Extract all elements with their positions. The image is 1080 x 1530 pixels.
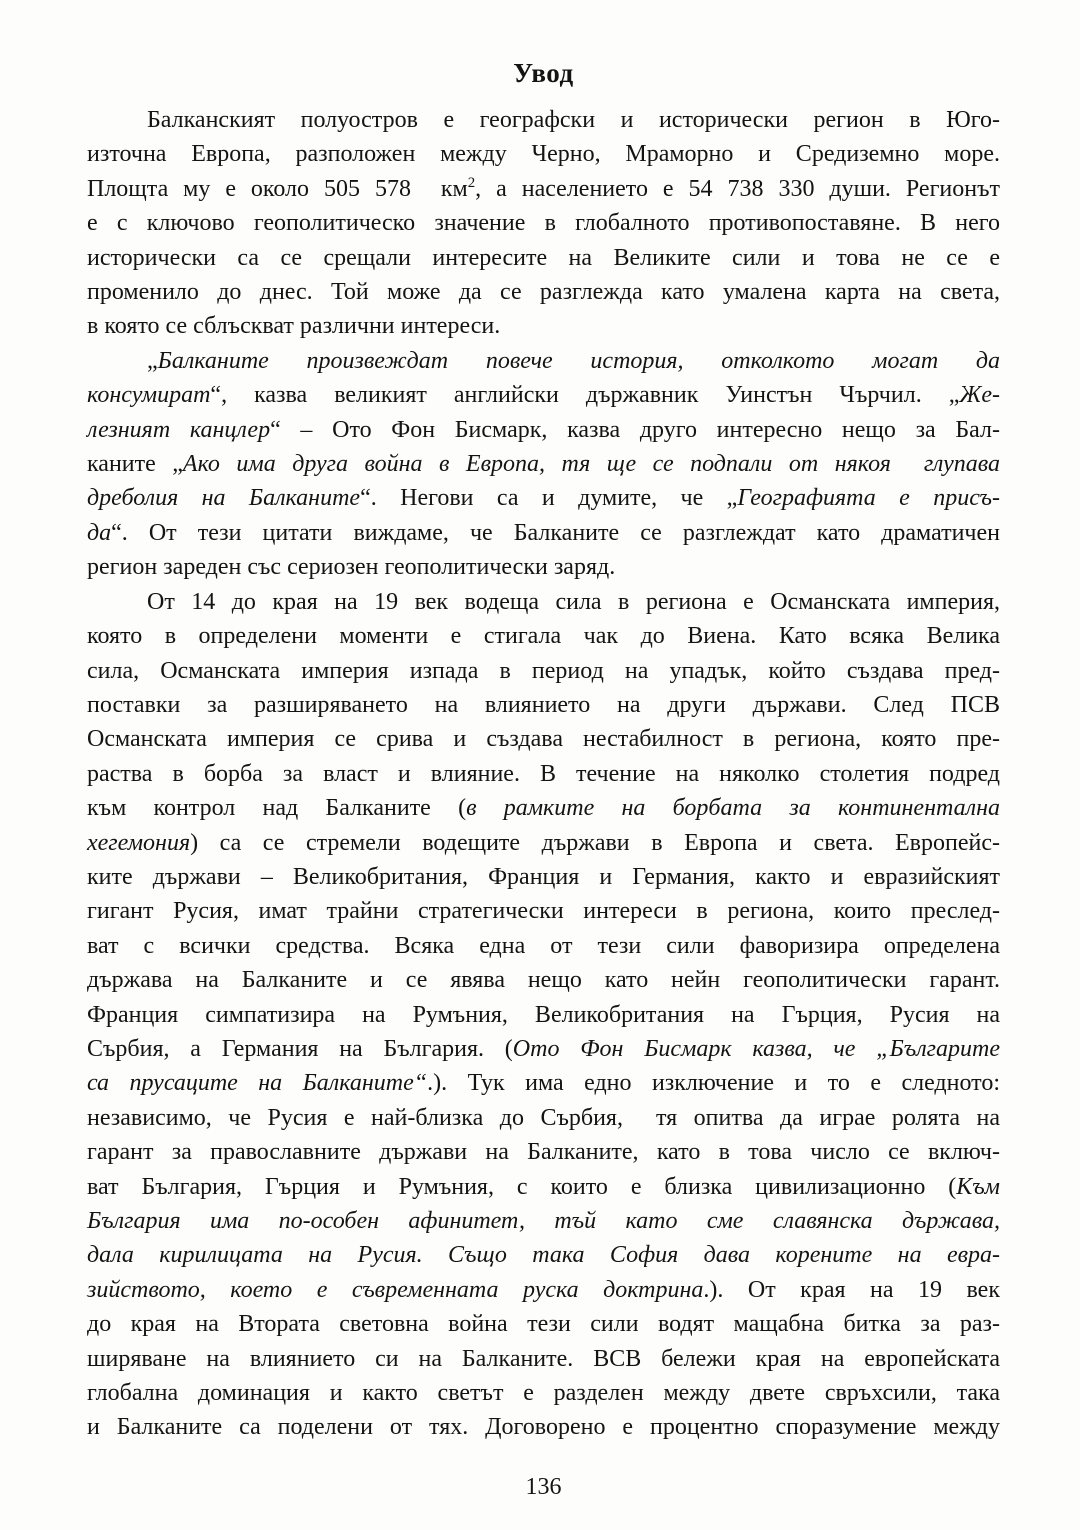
text-line <box>87 103 1000 137</box>
text-line <box>87 1204 1000 1238</box>
text-line <box>87 894 1000 928</box>
text-segment: променило до днес. Той може да се разглежда като умалена карта на света, <box>87 279 1000 306</box>
text-line <box>87 929 1000 963</box>
text-segment: ) са се стремели водещите държави в Европа и света. Европейс- <box>190 829 1000 856</box>
text-line <box>87 344 1000 378</box>
text-line <box>87 791 1000 825</box>
text-line <box>87 619 1000 653</box>
text-line <box>87 1307 1000 1341</box>
text-segment: ките държави – Великобритания, Франция и Германия, както и евразийският <box>87 863 1000 890</box>
text-segment: до края на Втората световна война тези сили водят мащабна битка за раз- <box>87 1311 1000 1338</box>
text-line <box>87 1170 1000 1204</box>
text-segment: дреболия на Балканите <box>87 485 361 512</box>
text-segment: България има по-особен афинитет, тъй като сме славянска държава, <box>87 1208 1000 1234</box>
text-segment: регион зареден със сериозен геополитически заряд. <box>87 554 616 581</box>
text-segment: “. Негови са и думите, че „ <box>360 485 738 512</box>
text-segment: дала кирилицата на Русия. Също така София дава корените на евра- <box>87 1242 1000 1269</box>
text-segment: Балканите произвеждат повече история, отколкото могат да <box>157 347 1000 374</box>
text-segment: Же- <box>959 382 1000 409</box>
text-line <box>87 1376 1000 1410</box>
text-line <box>87 826 1000 860</box>
page-number: 136 <box>525 1473 562 1500</box>
text-line <box>87 206 1000 240</box>
text-line <box>87 1135 1000 1169</box>
text-line <box>87 137 1000 171</box>
text-segment: Ако има друга война в Европа, тя ще се подпали от някоя глупава <box>182 451 1000 478</box>
text-segment: ширяване на влиянието си на Балканите. ВСВ бележи края на европейската <box>87 1345 1000 1372</box>
text-line <box>87 378 1000 412</box>
text-segment: която в определени моменти е стигала чак до Виена. Като всяка Велика <box>87 623 1000 650</box>
text-segment: държава на Балканите и се явява нещо като нейн геополитически гарант. <box>87 967 1000 994</box>
text-line <box>87 1342 1000 1376</box>
text-segment: поставки за разширяването на влиянието на други държави. След ПСВ <box>87 691 1000 718</box>
text-segment: гигант Русия, имат трайни стратегически интереси в региона, които преслед- <box>87 898 1000 925</box>
text-segment: хегемония <box>87 829 191 856</box>
text-segment: , а населението е 54 738 330 души. Регионът <box>475 175 1001 202</box>
text-segment: зийството, което е съвременната руска доктрина <box>87 1276 704 1303</box>
text-segment: Балканският полуостров е географски и исторически регион в Юго- <box>147 107 1000 133</box>
text-segment: Географията е присъ- <box>737 485 1000 512</box>
text-segment: независимо, че Русия е най-близка до Сърбия, тя опитва да играе ролята на <box>87 1104 1000 1131</box>
text-line <box>87 722 1000 756</box>
text-segment: исторически са се срещали интересите на Великите сили и това не се е <box>87 244 1000 271</box>
text-segment: Османската империя се срива и създава нестабилност в региона, която пре- <box>87 726 1000 753</box>
text-segment: и Балканите са поделени от тях. Договорено е процентно споразумение между <box>87 1414 1000 1441</box>
text-segment: Към <box>956 1173 1000 1200</box>
text-segment: в която се сблъскват различни интереси. <box>87 313 501 340</box>
text-line <box>87 447 1000 481</box>
text-line <box>87 275 1000 309</box>
text-segment: ват България, Гърция и Румъния, с които е близка цивилизационно ( <box>87 1173 957 1200</box>
text-segment: Сърбия, а Германия на България. ( <box>87 1035 513 1062</box>
text-segment: ват с всички средства. Всяка една от тези сили фаворизира определена <box>87 932 1000 959</box>
text-line <box>87 516 1000 550</box>
text-line <box>87 1032 1000 1066</box>
text-line <box>87 1273 1000 1307</box>
text-segment: “ – Ото Фон Бисмарк, казва друго интересно нещо за Бал- <box>270 416 1001 443</box>
text-line <box>87 309 1000 343</box>
text-segment: в рамките на борбата за континентална <box>466 795 1000 822</box>
text-segment: е с ключово геополитическо значение в глобалното противопоставяне. В него <box>87 210 1000 237</box>
text-segment: към контрол над Балканите ( <box>87 795 467 822</box>
text-segment: да <box>87 519 112 546</box>
text-segment: каните „ <box>87 451 183 478</box>
text-line <box>87 1066 1000 1100</box>
page-title: Увод <box>513 58 574 88</box>
text-line <box>87 757 1000 791</box>
text-line <box>87 481 1000 515</box>
text-segment: “, казва великият английски държавник Уинстън Чърчил. „ <box>210 382 960 409</box>
text-segment: гарант за православните държави на Балканите, като в това число се включ- <box>87 1139 1000 1166</box>
text-segment: От 14 до края на 19 век водеща сила в региона е Османската империя, <box>147 588 1000 615</box>
text-segment: .). От края на 19 век <box>703 1276 1000 1303</box>
text-segment: са прусаците на Балканите“ <box>87 1070 428 1097</box>
text-segment: лезният канцлер <box>87 416 271 443</box>
body-text <box>87 103 1000 1445</box>
text-segment: „ <box>147 347 158 374</box>
text-line <box>87 1410 1000 1444</box>
text-segment: раства в борба за власт и влияние. В течение на няколко столетия подред <box>87 760 1000 787</box>
superscript: 2 <box>467 174 476 191</box>
text-line <box>87 688 1000 722</box>
text-line <box>87 550 1000 584</box>
text-segment: консумират <box>87 382 211 409</box>
text-segment: Франция симпатизира на Румъния, Великобритания на Гърция, Русия на <box>87 1001 1000 1028</box>
text-line <box>87 1101 1000 1135</box>
text-line <box>87 1238 1000 1272</box>
text-line <box>87 654 1000 688</box>
text-line <box>87 860 1000 894</box>
text-line <box>87 585 1000 619</box>
text-line <box>87 963 1000 997</box>
text-line <box>87 172 1000 206</box>
text-segment: “. От тези цитати виждаме, че Балканите се разглеждат като драматичен <box>111 519 1000 546</box>
text-segment: Ото Фон Бисмарк казва, че „Българите <box>512 1035 1001 1062</box>
text-line <box>87 241 1000 275</box>
text-segment: Площта му е около 505 578 км <box>87 175 468 202</box>
text-segment: сила, Османската империя изпада в период на упадък, който създава пред- <box>87 657 1000 684</box>
text-segment: източна Европа, разположен между Черно, Мраморно и Средиземно море. <box>87 141 1000 168</box>
text-segment: глобална доминация и както светът е разделен между двете свръхсили, така <box>87 1380 1000 1407</box>
text-line <box>87 413 1000 447</box>
text-line <box>87 998 1000 1032</box>
text-segment: .). Тук има едно изключение и то е следното: <box>427 1070 1000 1097</box>
